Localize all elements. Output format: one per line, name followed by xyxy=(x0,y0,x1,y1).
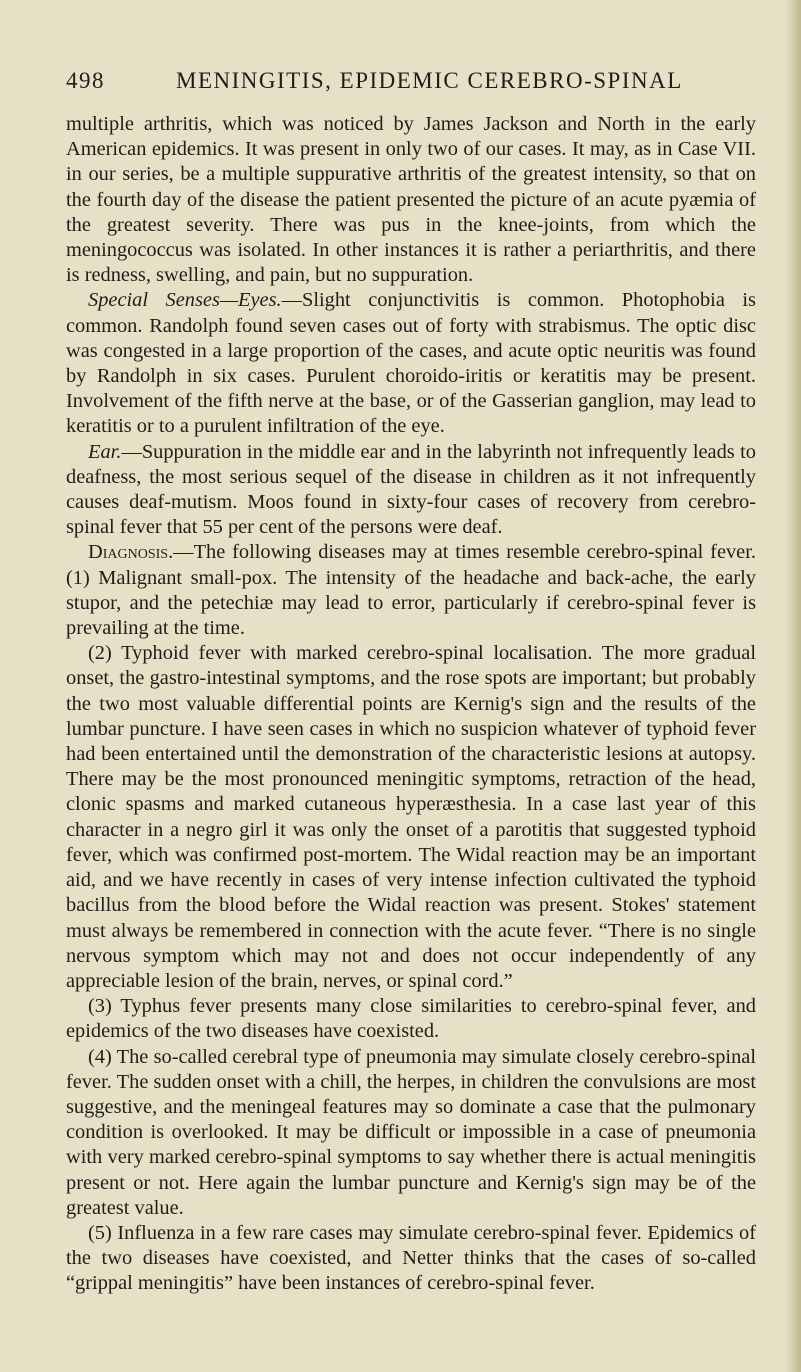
paragraph-influenza: (5) Influenza in a few rare cases may simulate cerebro-spinal fever. Epidemics of the two diseases have coexisted, and Netter thinks that the cases of so-called “grippal meningitis” have been instances of cerebro-spinal fever. xyxy=(66,1221,756,1295)
section-heading-eyes: Special Senses—Eyes. xyxy=(88,289,282,312)
paragraph-ear-text: —Suppuration in the middle ear and in the labyrinth not infrequently leads to deafness, the most serious sequel of the disease in children as it not infrequently causes deaf-mutism. Moos found in sixty-four cases of recovery from cerebro-spinal fever that 55 per cent of the persons were deaf. xyxy=(66,440,756,539)
section-heading-diagnosis: Diagnosis. xyxy=(88,541,174,564)
body-text xyxy=(66,112,756,1297)
running-title: MENINGITIS, EPIDEMIC CEREBRO-SPINAL xyxy=(176,68,683,93)
paragraph-diagnosis-text: —The following diseases may at times resemble cerebro-spinal fever. (1) Malignant small-pox. The intensity of the headache and back-ache, the early stupor, and the petechiæ may lead to error, particularly if cerebro-spinal fever is prevailing at the time. xyxy=(66,541,756,640)
paragraph-arthritis: multiple arthritis, which was noticed by James Jackson and North in the early American epidemics. It was present in only two of our cases. It may, as in Case VII. in our series, be a multiple suppurative arthritis of the greatest intensity, so that on the fourth day of the disease the patient presented the picture of an acute pyæmia of the greatest severity. There was pus in the knee-joints, from which the meningococcus was isolated. In other instances it is rather a periarthritis, and there is redness, swelling, and pain, but no suppuration. xyxy=(66,113,756,287)
paragraph-diagnosis xyxy=(66,540,756,641)
page-edge-shadow xyxy=(785,0,801,1372)
page-number: 498 xyxy=(66,68,105,93)
paragraph-typhus: (3) Typhus fever presents many close similarities to cerebro-spinal fever, and epidemics of the two diseases have coexisted. xyxy=(66,995,756,1043)
section-heading-ear: Ear. xyxy=(88,440,122,463)
paragraph-special-senses xyxy=(66,288,756,439)
page-header xyxy=(66,68,756,98)
paragraph-typhoid: (2) Typhoid fever with marked cerebro-spinal localisation. The more gradual onset, the gastro-intestinal symptoms, and the rose spots are important; but probably the two most valuable differential points are Kernig's sign and the results of the lumbar puncture. I have seen cases in which no suspicion whatever of typhoid fever had been entertained until the demonstration of the characteristic lesions at autopsy. There may be the most pronounced meningitic symptoms, retraction of the head, clonic spasms and marked cutaneous hyperæsthesia. In a case last year of this character in a negro girl it was only the onset of a parotitis that suggested typhoid fever, which was confirmed post-mortem. The Widal reaction may be an important aid, and we have recently in cases of very intense infection cultivated the typhoid bacillus from the blood before the Widal reaction was present. Stokes' statement must always be remembered in connection with the acute fever. “There is no single nervous symptom which may not and does not occur independently of any appreciable lesion of the brain, nerves, or spinal cord.” xyxy=(66,642,756,992)
paragraph-ear xyxy=(66,440,756,541)
paragraph-eyes-text: —Slight conjunctivitis is common. Photophobia is common. Randolph found seven cases out of forty with strabismus. The optic disc was congested in a large proportion of the cases, and acute optic neuritis was found by Randolph in six cases. Purulent choroido-iritis or keratitis may be present. Involvement of the fifth nerve at the base, or of the Gasserian ganglion, may lead to keratitis or to a purulent infiltration of the eye. xyxy=(66,289,756,438)
paragraph-pneumonia: (4) The so-called cerebral type of pneumonia may simulate closely cerebro-spinal fever. The sudden onset with a chill, the herpes, in children the convulsions are most suggestive, and the meningeal features may so dominate a case that the pulmonary condition is overlooked. It may be difficult or impossible in a case of pneumonia with very marked cerebro-spinal symptoms to say whether there is actual meningitis present or not. Here again the lumbar puncture and Kernig's sign may be of the greatest value. xyxy=(66,1045,756,1219)
